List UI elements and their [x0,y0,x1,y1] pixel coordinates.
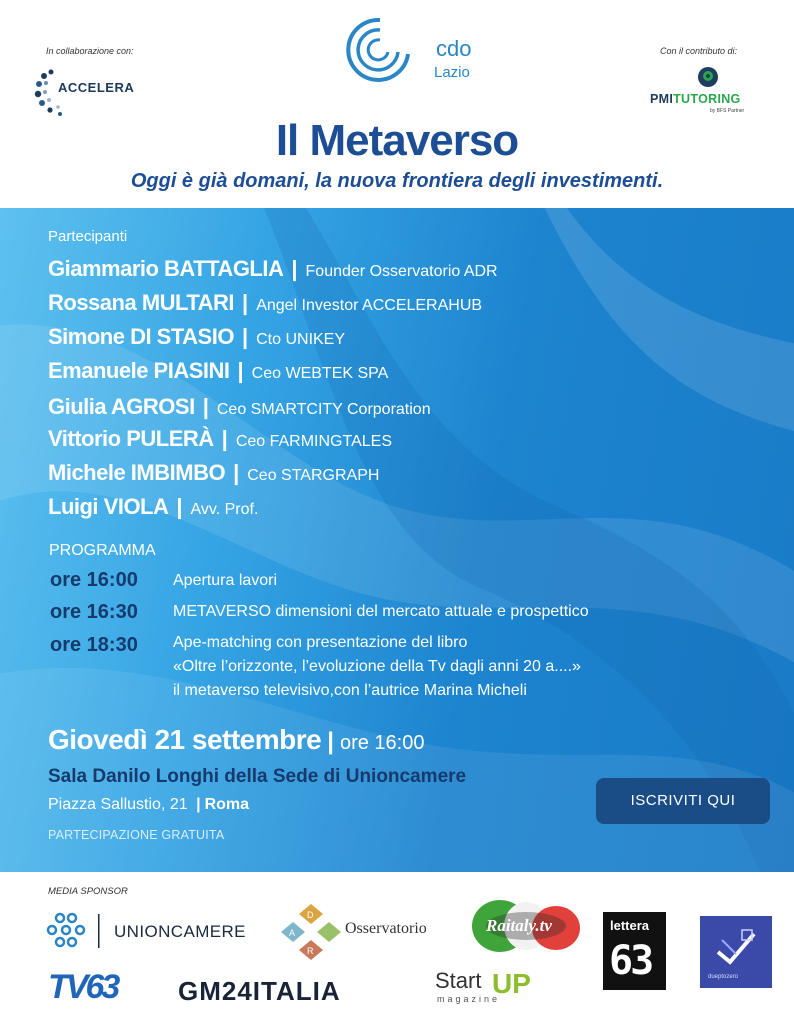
dueptozero-icon [714,926,758,968]
participant-role: Ceo FARMINGTALES [235,433,392,450]
separator: | [327,728,334,755]
participant-row [48,358,388,384]
participant-name: Giulia AGROSI [48,394,195,419]
startup-logo-magazine: magazine [437,994,501,1004]
tv63-logo: TV63 [48,968,118,1006]
programme-label: PROGRAMMA [49,542,156,559]
separator: | [221,426,228,451]
page-subtitle: Oggi è già domani, la nuova frontiera degli investimenti. [130,170,664,192]
event-city: Roma [204,796,250,813]
event-date: Giovedì 21 settembre [48,724,322,755]
separator: | [241,324,249,349]
contrib-label: Con il contributo di: [660,46,738,56]
cdo-region-text: Lazio [434,64,470,81]
programme-text: Apertura lavori [173,572,278,589]
participant-row [48,290,482,316]
event-venue: Sala Danilo Longhi della Sede di Unioncamere [48,766,467,787]
programme-text: «Oltre l’orizzonte, l’evoluzione della Tv dagli anni 20 a....» [173,658,581,675]
event-panel [0,208,794,872]
collab-label: In collaborazione con: [46,46,134,56]
programme-text: METAVERSO dimensioni del mercato attuale e prospettico [173,603,589,620]
participant-role: Ceo STARGRAPH [247,467,380,484]
lettera63-text: lettera [610,918,650,933]
programme-time: ore 18:30 [50,634,138,656]
participant-role: Avv. Prof. [190,501,259,518]
media-sponsor-label: MEDIA SPONSOR [48,886,128,897]
separator: | [202,394,209,419]
svg-text:R: R [307,946,314,956]
separator: | [291,256,298,281]
participant-role: Angel Investor ACCELERAHUB [256,297,483,314]
event-date-line [48,724,424,756]
participant-row [48,426,392,452]
participant-row [48,394,431,420]
participant-row [48,324,345,350]
register-button[interactable]: ISCRIVITI QUI [596,778,770,824]
accelera-logo-text: ACCELERA [58,80,135,95]
pmi-tutoring-logo-text [650,92,741,106]
lettera63-logo [603,912,666,990]
unioncamere-logo-text: UNIONCAMERE [114,922,246,941]
header [0,0,794,208]
page-title: Il Metaverso [275,116,519,165]
pmi-text-b: TUTORING [673,92,741,106]
participant-row [48,494,258,520]
dueptozero-logo [700,916,772,988]
gm24italia-logo: GM24ITALIA [178,976,341,1006]
participant-name: Simone DI STASIO [48,324,234,349]
dueptozero-text: dueptozero [708,974,739,980]
participant-name: Rossana MULTARI [48,290,235,315]
media-sponsors [0,872,794,1024]
event-time: ore 16:00 [339,732,425,754]
participant-name: Michele IMBIMBO [48,460,226,485]
separator: | [176,494,183,519]
participant-name: Luigi VIOLA [48,494,169,519]
programme-text: il metaverso televisivo,con l’autrice Marina Micheli [173,682,527,699]
free-participation-label: PARTECIPAZIONE GRATUITA [48,828,225,842]
startup-logo-up: UP [492,968,531,999]
cdo-logo-text: cdo [436,36,472,61]
participant-role: Ceo WEBTEK SPA [251,365,389,382]
separator: | [233,460,240,485]
pmi-tutoring-logo-icon [697,66,719,88]
participant-role: Ceo SMARTCITY Corporation [216,401,431,418]
osservatorio-logo-icon [278,902,344,964]
pmi-text-a: PMI [650,92,674,106]
svg-text:D: D [307,910,314,920]
unioncamere-logo-icon [44,910,106,954]
participant-role: Cto UNIKEY [256,331,346,348]
pmi-sub-text: by BFS Partner [710,108,745,114]
participant-name: Giammario BATTAGLIA [48,256,284,281]
participant-role: Founder Osservatorio ADR [305,263,498,280]
osservatorio-logo-text: Osservatorio [345,920,427,937]
raitaly-logo-text: Raitaly.tv [486,916,552,935]
programme-time: ore 16:00 [50,569,138,591]
separator: | [237,358,244,383]
programme-text: Ape-matching con presentazione del libro [173,634,468,651]
startup-logo-start: Start [435,968,482,993]
participants-label: Partecipanti [48,228,128,245]
event-address: Piazza Sallustio, 21 [48,796,188,813]
participant-name: Vittorio PULERÀ [48,426,214,451]
separator: | [196,796,201,813]
participant-row [48,256,498,282]
event-address-line [48,796,249,814]
participant-row [48,460,379,486]
svg-text:A: A [289,928,296,938]
participant-name: Emanuele PIASINI [48,358,230,383]
separator: | [242,290,249,315]
lettera63-number: 63 [609,938,652,984]
programme-time: ore 16:30 [50,601,138,623]
